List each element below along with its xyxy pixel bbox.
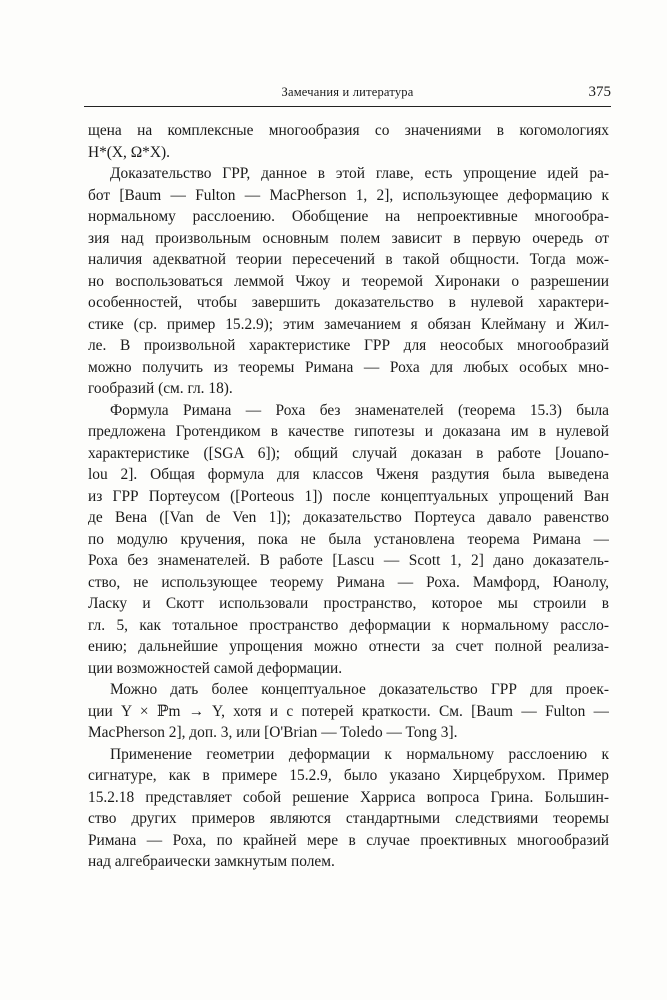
page-number: 375 — [588, 84, 611, 100]
text-line: характеристике ([SGA 6]); общий случай доказан в работе [Jouano- — [88, 444, 609, 462]
text-line: из ГРР Портеусом ([Porteous 1]) после концептуальных упрощений Ван — [88, 487, 609, 505]
text-line: сигнатуре, как в примере 15.2.9, было указано Хирцебрухом. Пример — [88, 767, 609, 784]
text-line: ению; дальнейшие упрощения можно отнести за счет полной реализа- — [88, 638, 609, 655]
running-head — [84, 84, 611, 104]
text-line: зия над произвольным основным полем зависит в первую очередь от — [88, 229, 609, 247]
text-line: Роха без знаменателей. В работе [Lascu — Scott 1, 2] дано доказатель- — [88, 552, 609, 569]
paragraph — [88, 744, 609, 873]
text-line: нормальному расслоению. Обобщение на непроективные многообра- — [88, 208, 609, 225]
text-line: H*(X, Ω*X). — [88, 143, 170, 161]
text-line: гообразий (см. гл. 18). — [88, 380, 233, 397]
paragraph — [88, 120, 609, 163]
text-line: можно получить из теоремы Римана — Роха для любых особых мно- — [88, 358, 609, 376]
text-line: де Вена ([Van de Ven 1]); доказательство Портеуса давало равенство — [88, 509, 609, 526]
text-line: щена на комплексные многообразия со значениями в когомологиях — [88, 122, 609, 139]
text-line: 15.2.18 представляет собой решение Харриса вопроса Грина. Большин- — [88, 788, 609, 806]
text-line: по модулю кручения, пока не была установлена теорема Римана — — [88, 530, 609, 548]
text-line: MacPherson 2], доп. 3, или [O'Brian — Toledo — Tong 3]. — [88, 724, 458, 741]
text-line: ство других примеров являются стандартными следствиями теоремы — [88, 810, 609, 827]
text-line: бот [Baum — Fulton — MacPherson 1, 2], использующее деформацию к — [88, 186, 609, 204]
text-line: Формула Римана — Роха без знаменателей (теорема 15.3) была — [110, 401, 609, 419]
text-line: ство, не использующее теорему Римана — Роха. Мамфорд, Юанолу, — [88, 573, 609, 591]
header-rule — [84, 106, 611, 107]
text-line: Применение геометрии деформации к нормальному расслоению к — [110, 745, 609, 763]
text-line: предложена Гротендиком в качестве гипотезы и доказана им в нулевой — [88, 423, 609, 440]
text-line: Доказательство ГРР, данное в этой главе, есть упрощение идей ра- — [110, 165, 609, 182]
text-line: над алгебраически замкнутым полем. — [88, 853, 335, 870]
running-head-title: Замечания и литература — [281, 85, 414, 99]
body-text — [88, 120, 609, 873]
text-line: ле. В произвольной характеристике ГРР для неособых многообразий — [88, 337, 609, 354]
text-line: lou 2]. Общая формула для классов Чженя раздутия была выведена — [88, 466, 609, 483]
text-line: Можно дать более концептуальное доказательство ГРР для проек- — [110, 681, 609, 698]
text-line: особенностей, чтобы завершить доказательство в нулевой характери- — [88, 294, 609, 311]
paragraph — [88, 400, 609, 680]
paragraph — [88, 163, 609, 400]
text-line: но воспользоваться леммой Чжоу и теоремой Хиронаки о разрешении — [88, 272, 609, 290]
text-line: гл. 5, как тотальное пространство деформации к нормальному рассло- — [88, 616, 609, 634]
text-line: Ласку и Скотт использовали пространство, которое мы строили в — [88, 595, 609, 612]
text-line: ции возможностей самой деформации. — [88, 659, 343, 677]
text-line: ции Y × ℙm → Y, хотя и с потерей краткости. См. [Baum — Fulton — — [88, 702, 609, 720]
text-line: Римана — Роха, по крайней мере в случае проективных многообразий — [88, 831, 609, 849]
text-line: стике (ср. пример 15.2.9); этим замечанием я обязан Клейману и Жил- — [88, 315, 609, 333]
text-line: наличия адекватной теории пересечений в такой общности. Тогда мож- — [88, 251, 609, 268]
paragraph — [88, 679, 609, 744]
